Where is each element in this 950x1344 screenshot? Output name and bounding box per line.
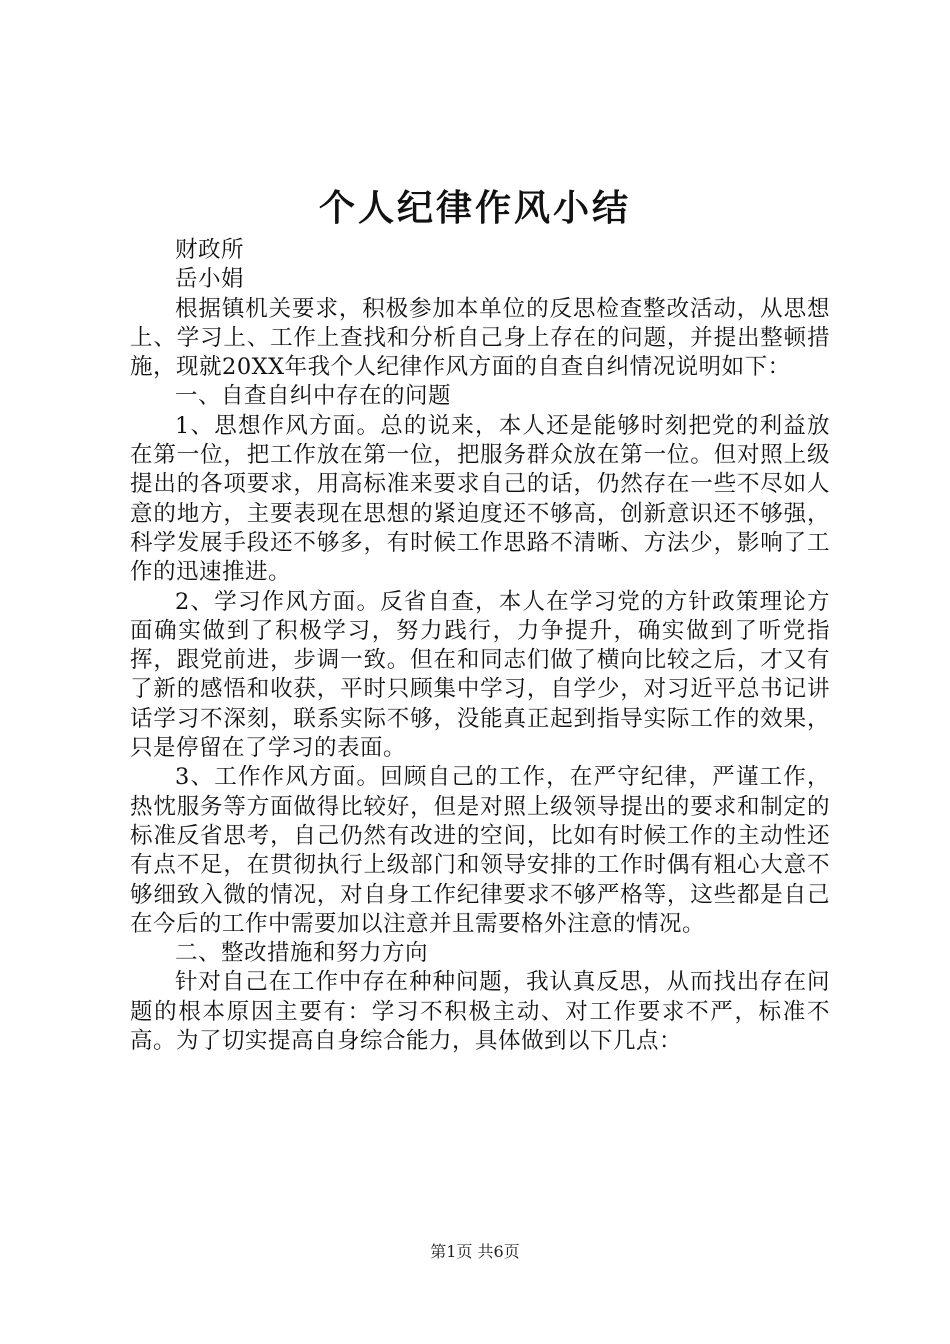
section-heading-2: 二、整改措施和努力方向 [175,940,429,967]
paragraph-work-style: 3、工作作风方面。回顾自己的工作，在严守纪律，严谨工作，热忱服务等方面做得比较好，但是对照上级领导提出的要求和制定的标准反省思考，自己仍然有改进的空间，比如有时候工作的主动性还有点不足，在贯彻执行上级部门和领导安排的工作时偶有粗心大意不够细致入微的情况，对自身工作纪律要求不够严格等，这些都是自己在今后的工作中需要加以注意并且需要格外注意的情况。 [130,764,830,937]
department-line: 财政所 [175,237,245,263]
document-body [130,236,830,1056]
page-number-footer: 第1页 共6页 [430,1242,520,1261]
paragraph-study-style: 2、学习作风方面。反省自查，本人在学习党的方针政策理论方面确实做到了积极学习，努力践行，力争提升，确实做到了听党指挥，跟党前进，步调一致。但在和同志们做了横向比较之后，才又有了新的感悟和收获，平时只顾集中学习，自学少，对习近平总书记讲话学习不深刻，联系实际不够，没能真正起到指导实际工作的效果，只是停留在了学习的表面。 [130,588,830,762]
author-line: 岳小娟 [175,266,245,293]
paragraph-measures: 针对自己在工作中存在种种问题，我认真反思，从而找出存在问题的根本原因主要有：学习不积极主动、对工作要求不严，标准不高。为了切实提高自身综合能力，具体做到以下几点： [130,969,830,1055]
section-heading-1: 一、自查自纠中存在的问题 [175,383,452,410]
document-title: 个人纪律作风小结 [318,187,631,229]
paragraph-thought-style: 1、思想作风方面。总的说来，本人还是能够时刻把党的利益放在第一位，把工作放在第一位，把服务群众放在第一位。但对照上级提出的各项要求，用高标准来要求自己的话，仍然存在一些不尽如人意的地方，主要表现在思想的紧迫度还不够高，创新意识还不够强，科学发展手段还不够多，有时候工作思路不清晰、方法少，影响了工作的迅速推进。 [130,412,830,586]
intro-paragraph: 根据镇机关要求，积极参加本单位的反思检查整改活动，从思想上、学习上、工作上查找和分析自己身上存在的问题，并提出整顿措施，现就20XX年我个人纪律作风方面的自查自纠情况说明如下： [130,295,830,381]
